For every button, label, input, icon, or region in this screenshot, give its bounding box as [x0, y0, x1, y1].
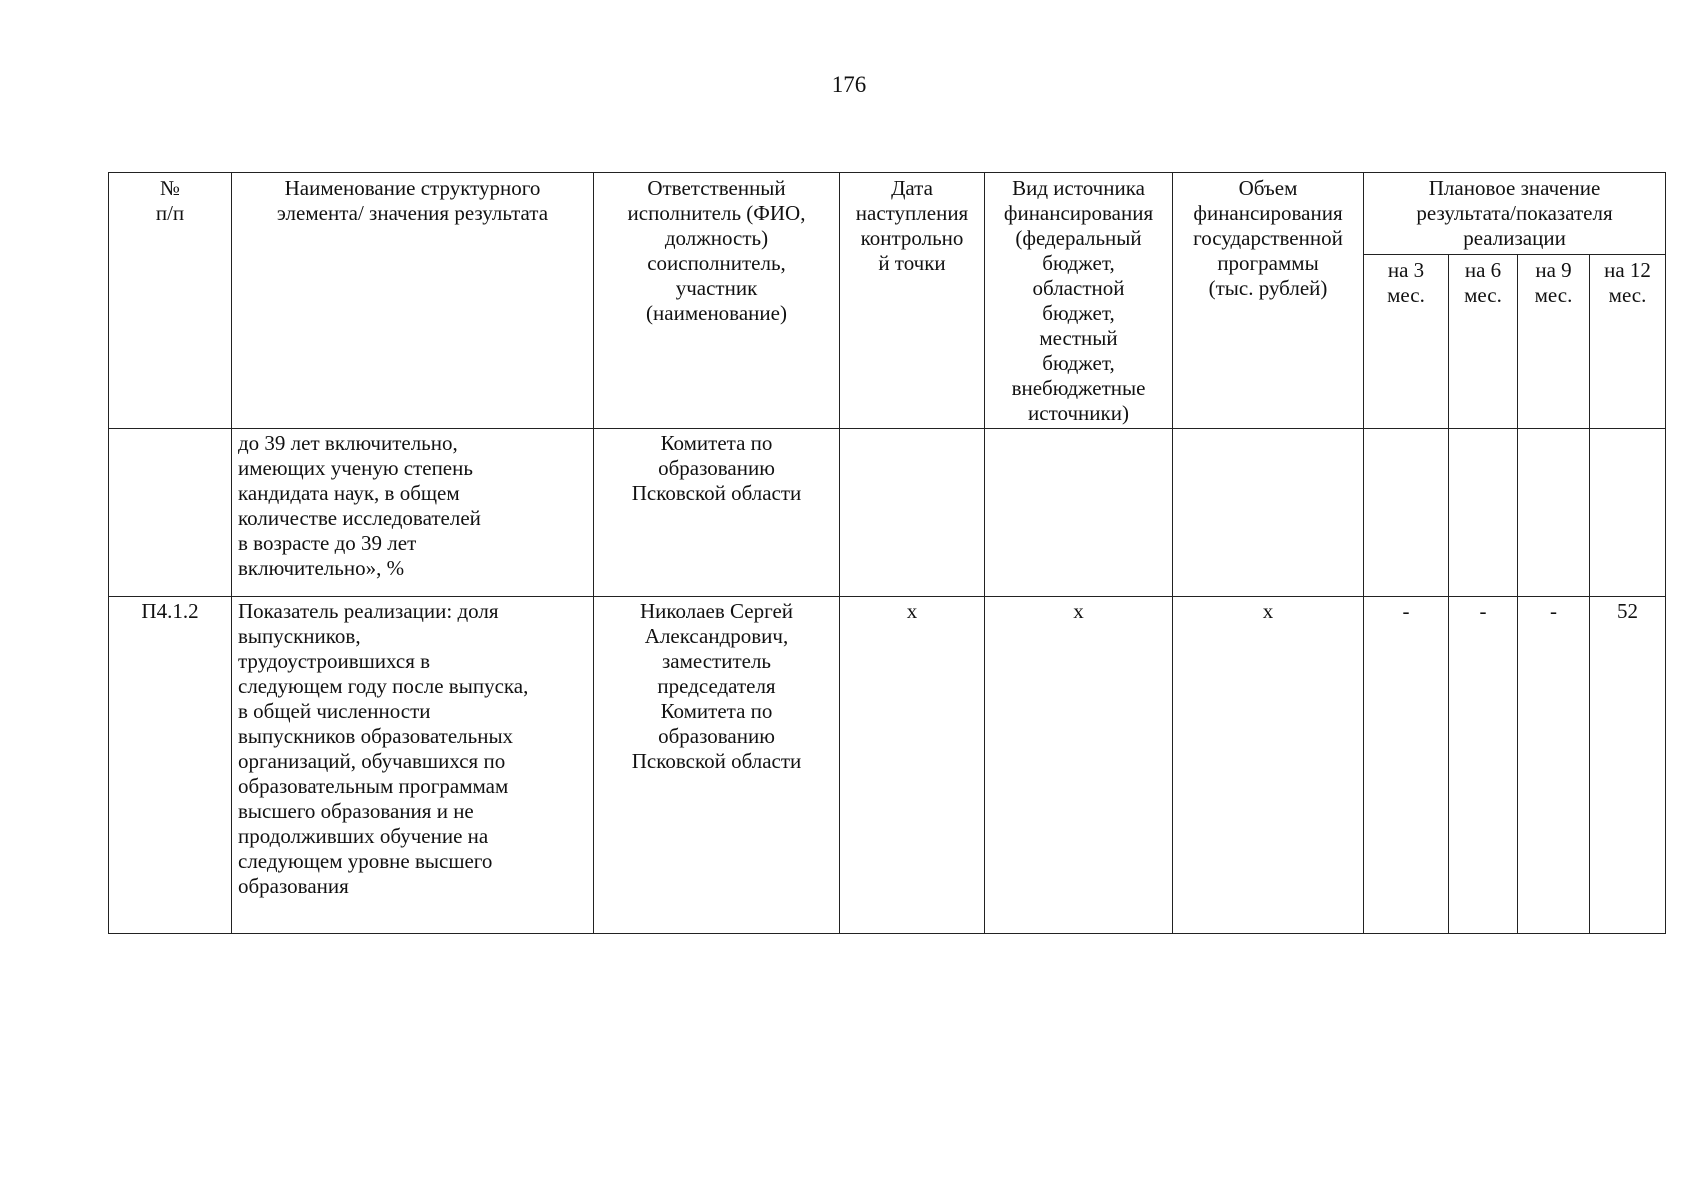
header-source: Вид источника финансирования (федеральный бюджет, областной бюджет, местный бюджет, внебюджетные источники) [985, 173, 1173, 429]
cell-name: до 39 лет включительно, имеющих ученую степень кандидата наук, в общем количестве исследователей в возрасте до 39 лет включительно», % [232, 429, 594, 597]
header-m9: на 9 мес. [1518, 254, 1590, 428]
cell-num [109, 429, 232, 597]
page-number: 176 [831, 72, 867, 97]
cell-volume [1173, 429, 1364, 597]
cell-num: П4.1.2 [109, 597, 232, 934]
cell-date [840, 429, 985, 597]
cell-name: Показатель реализации: доля выпускников, трудоустроившихся в следующем году после выпуска, в общей численности выпускников образовательных организаций, обучавшихся по образовательным программам высшего образования и не продолживших обучение на следующем уровне высшего образования [232, 597, 594, 934]
header-planned: Плановое значение результата/показателя реализации [1364, 173, 1666, 255]
cell-m12 [1590, 429, 1666, 597]
cell-m3: - [1364, 597, 1449, 934]
cell-date: х [840, 597, 985, 934]
cell-m6: - [1449, 597, 1518, 934]
program-table [108, 172, 1666, 934]
header-executor: Ответственный исполнитель (ФИО, должность) соисполнитель, участник (наименование) [594, 173, 840, 429]
cell-source: х [985, 597, 1173, 934]
cell-executor: Комитета по образованию Псковской области [594, 429, 840, 597]
cell-m12: 52 [1590, 597, 1666, 934]
header-date: Дата наступления контрольно й точки [840, 173, 985, 429]
cell-source [985, 429, 1173, 597]
cell-m9 [1518, 429, 1590, 597]
table-row [109, 429, 1666, 597]
header-volume: Объем финансирования государственной программы (тыс. рублей) [1173, 173, 1364, 429]
header-row [109, 173, 1666, 255]
header-m12: на 12 мес. [1590, 254, 1666, 428]
table-row [109, 597, 1666, 934]
cell-m6 [1449, 429, 1518, 597]
header-num: № п/п [109, 173, 232, 429]
cell-executor: Николаев Сергей Александрович, заместитель председателя Комитета по образованию Псковской области [594, 597, 840, 934]
header-m6: на 6 мес. [1449, 254, 1518, 428]
cell-volume: х [1173, 597, 1364, 934]
header-m3: на 3 мес. [1364, 254, 1449, 428]
cell-m9: - [1518, 597, 1590, 934]
header-name: Наименование структурного элемента/ значения результата [232, 173, 594, 429]
cell-m3 [1364, 429, 1449, 597]
